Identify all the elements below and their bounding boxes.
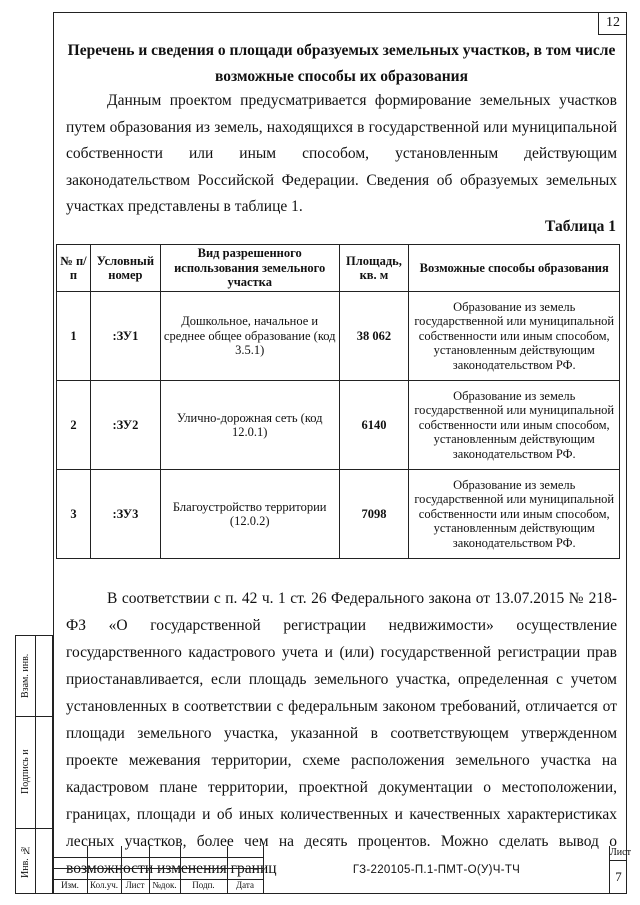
header-num: № п/п <box>57 245 91 292</box>
header-code: Условный номер <box>90 245 160 292</box>
stamp-row-line <box>53 868 263 869</box>
stamp-head-data: Дата <box>236 880 254 890</box>
table-caption: Таблица 1 <box>545 218 616 235</box>
stamp-head-izm: Изм. <box>61 880 79 890</box>
intro-paragraph: Данным проектом предусматривается формирование земельных участков путем образования из земель, находящихся в государственной или муниципальной собственности или иным способом, установленным действующим законодательством Российской Федерации. Сведения об образуемых земельных участках представлены в таблице 1. <box>66 92 617 215</box>
row-use: Улично-дорожная сеть (код 12.0.1) <box>160 381 339 470</box>
sheet-label: Лист <box>610 846 627 861</box>
page-number-top: 12 <box>598 12 627 35</box>
row-area: 6140 <box>339 381 409 470</box>
plots-table <box>56 244 620 559</box>
row-code: :ЗУ2 <box>90 381 160 470</box>
stamp-head-ndok: №док. <box>152 880 177 890</box>
sheet-number: 7 <box>615 869 622 884</box>
table-row <box>57 470 620 559</box>
side-stamp <box>15 635 53 894</box>
row-code: :ЗУ3 <box>90 470 160 559</box>
row-area: 7098 <box>339 470 409 559</box>
document-code: ГЗ-220105-П.1-ПМТ-О(У)Ч-ТЧ <box>263 846 610 894</box>
row-method: Образование из земель государственной или муниципальной собственности или иным способом, установленным действующим законодательством РФ. <box>409 381 620 470</box>
row-method: Образование из земель государственной или муниципальной собственности или иным способом, установленным действующим законодательством РФ. <box>409 292 620 381</box>
header-method: Возможные способы образования <box>409 245 620 292</box>
row-use: Благоустройство территории (12.0.2) <box>160 470 339 559</box>
stamp-head-list: Лист <box>125 880 145 890</box>
row-num: 2 <box>57 381 91 470</box>
document-title: Перечень и сведения о площади образуемых земельных участков, в том числе возможные способы их образования <box>67 42 616 85</box>
table-header-row <box>57 245 620 292</box>
row-code: :ЗУ1 <box>90 292 160 381</box>
row-area: 38 062 <box>339 292 409 381</box>
side-label-vzam: Взам. инв. <box>20 653 31 699</box>
row-use: Дошкольное, начальное и среднее общее образование (код 3.5.1) <box>160 292 339 381</box>
row-num: 3 <box>57 470 91 559</box>
side-label-inv: Инв. № <box>20 844 31 878</box>
stamp-row-line <box>53 857 263 858</box>
table-row <box>57 292 620 381</box>
stamp-head-kolvo: Кол.уч. <box>90 880 118 890</box>
table-row <box>57 381 620 470</box>
row-method: Образование из земель государственной или муниципальной собственности или иным способом, установленным действующим законодательством РФ. <box>409 470 620 559</box>
header-area: Площадь, кв. м <box>339 245 409 292</box>
stamp-head-podp: Подп. <box>192 880 215 890</box>
title-block <box>53 846 631 894</box>
row-num: 1 <box>57 292 91 381</box>
header-use: Вид разрешенного использования земельного участка <box>160 245 339 292</box>
side-label-podpis: Подпись и <box>20 749 31 795</box>
law-paragraph: В соответствии с п. 42 ч. 1 ст. 26 Федерального закона от 13.07.2015 № 218-ФЗ «О государственной регистрации недвижимости» осуществление государственного кадастрового учета и (или) государственной регистрации прав приостанавливается, если площадь земельного участка, определенная с учетом установленных в соответствии с федеральным законом требований, отличается от площади земельного участка, указанной в соответствующем утвержденном проекте межевания территории, схеме расположения земельного участка на кадастровом плане территории, проектной документации о местоположении, границах, площади и об иных количественных и качественных характеристиках лесных участков, более чем на десять процентов. Можно сделать вывод о возможности изменения границ <box>66 590 617 877</box>
